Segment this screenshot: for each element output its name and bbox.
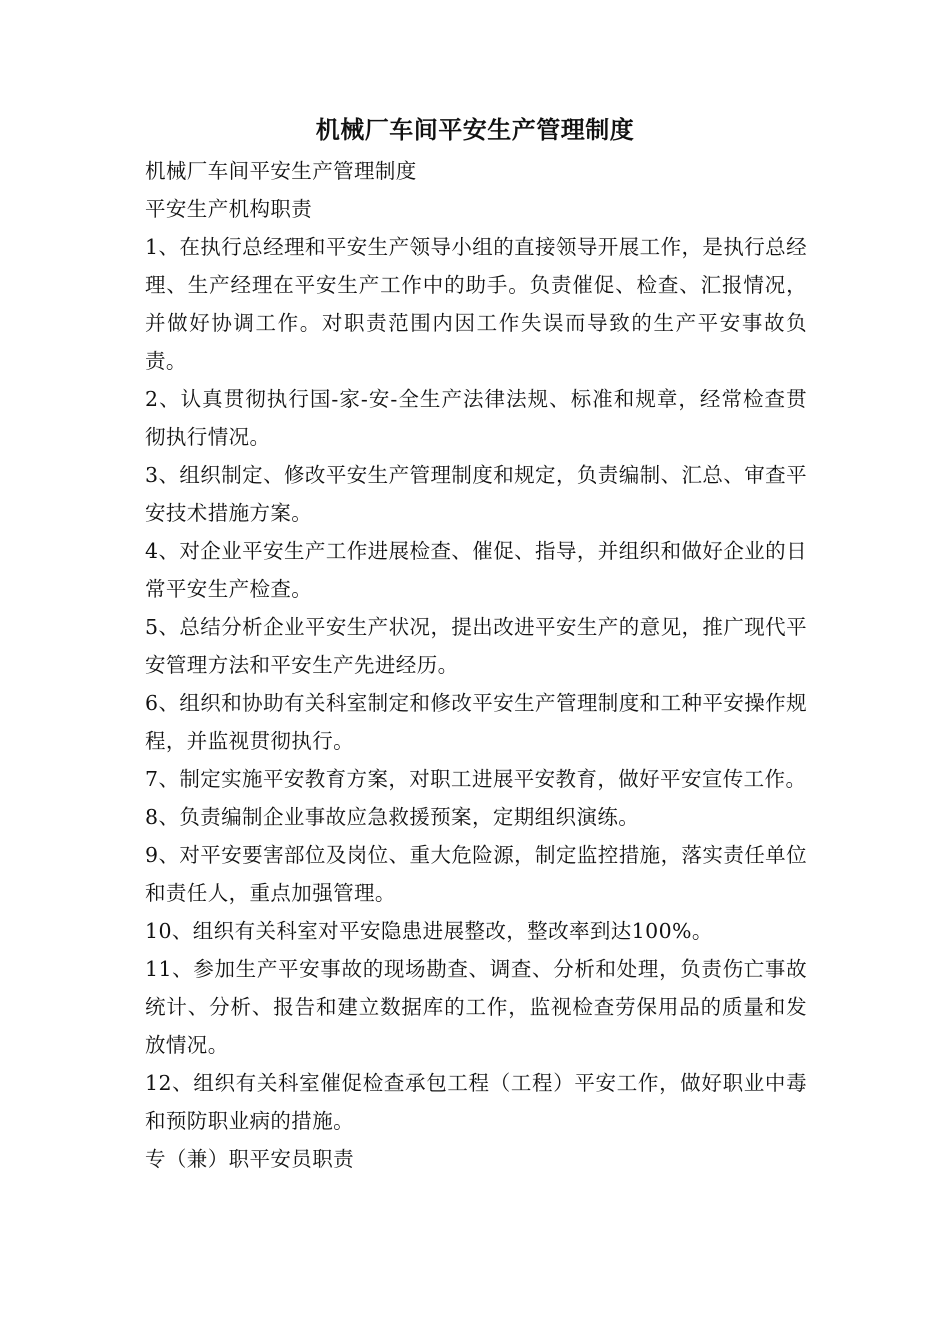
list-item: 2、认真贯彻执行国-家-安-全生产法律法规、标准和规章，经常检查贯彻执行情况。 — [145, 387, 807, 449]
list-item: 12、组织有关科室催促检查承包工程（工程）平安工作，做好职业中毒和预防职业病的措施。 — [145, 1071, 807, 1133]
list-item: 10、组织有关科室对平安隐患进展整改，整改率到达100%。 — [145, 919, 713, 943]
list-item: 8、负责编制企业事故应急救援预案，定期组织演练。 — [145, 805, 640, 829]
list-item: 4、对企业平安生产工作进展检查、催促、指导，并组织和做好企业的日常平安生产检查。 — [145, 539, 807, 601]
list-item: 9、对平安要害部位及岗位、重大危险源，制定监控措施，落实责任单位和责任人，重点加强管理。 — [145, 843, 807, 905]
list-item: 11、参加生产平安事故的现场勘查、调查、分析和处理，负责伤亡事故统计、分析、报告和建立数据库的工作，监视检查劳保用品的质量和发放情况。 — [145, 957, 807, 1057]
list-item: 1、在执行总经理和平安生产领导小组的直接领导开展工作，是执行总经理、生产经理在平安生产工作中的助手。负责催促、检查、汇报情况，并做好协调工作。对职责范围内因工作失误而导致的生产平安事故负责。 — [145, 235, 807, 373]
list-item: 5、总结分析企业平安生产状况，提出改进平安生产的意见，推广现代平安管理方法和平安生产先进经历。 — [145, 615, 807, 677]
section-heading: 专（兼）职平安员职责 — [145, 1147, 354, 1171]
document-title: 机械厂车间平安生产管理制度 — [315, 115, 635, 144]
list-item: 6、组织和协助有关科室制定和修改平安生产管理制度和工种平安操作规程，并监视贯彻执行。 — [145, 691, 807, 753]
paragraph-subtitle: 机械厂车间平安生产管理制度 — [145, 159, 417, 183]
section-heading: 平安生产机构职责 — [145, 197, 313, 221]
list-item: 7、制定实施平安教育方案，对职工进展平安教育，做好平安宣传工作。 — [145, 767, 807, 791]
document-body — [145, 152, 807, 1178]
list-item: 3、组织制定、修改平安生产管理制度和规定，负责编制、汇总、审查平安技术措施方案。 — [145, 463, 807, 525]
